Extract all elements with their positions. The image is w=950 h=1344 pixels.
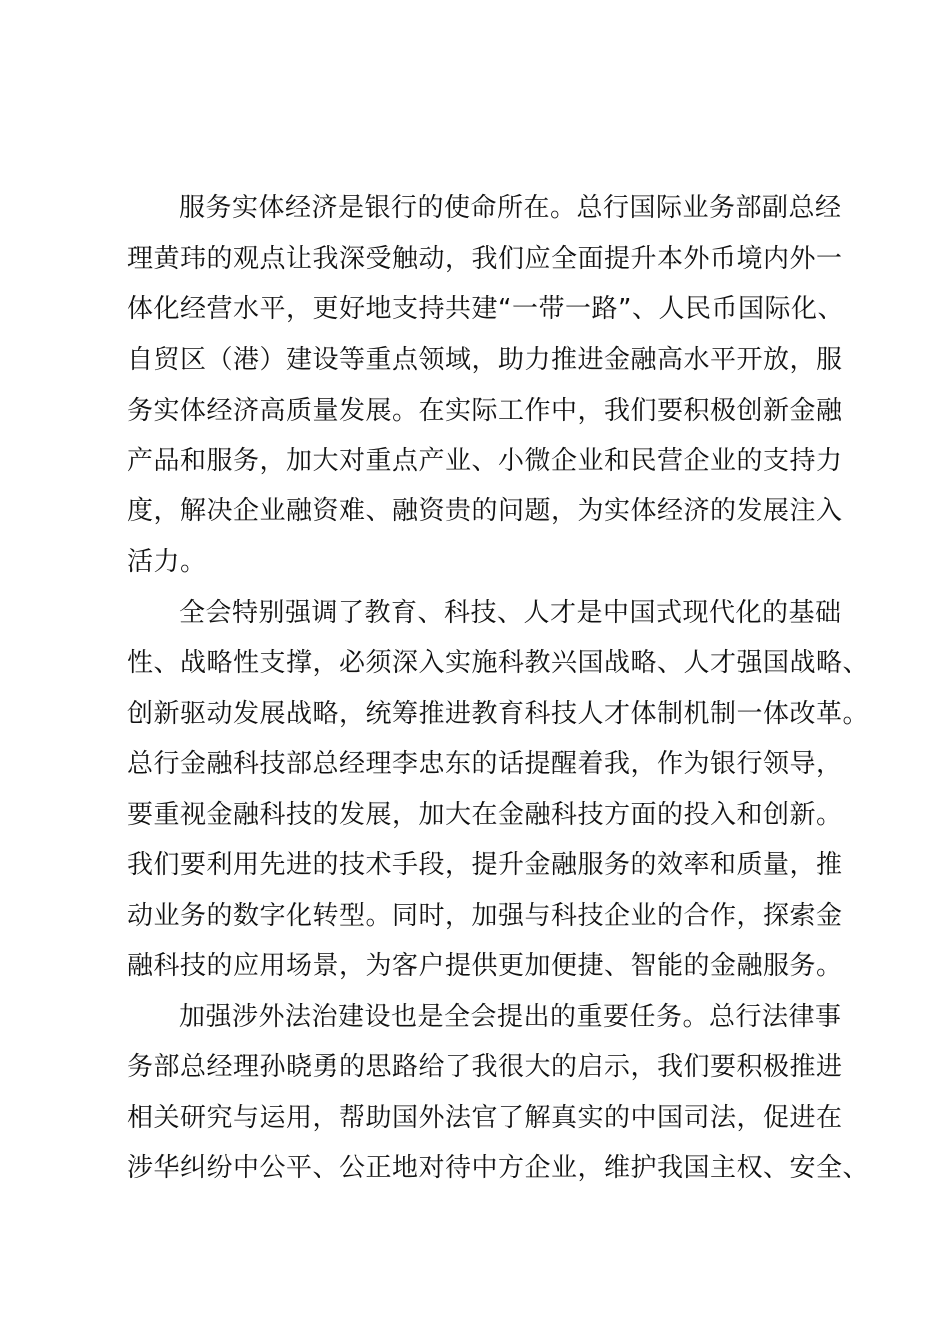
text-line: 相关研究与运用，帮助国外法官了解真实的中国司法，促进在 (127, 1103, 843, 1133)
text-line: 体化经营水平，更好地支持共建“一带一路”、人民币国际化、 (127, 294, 844, 324)
text-line: 理黄玮的观点让我深受触动，我们应全面提升本外币境内外一 (127, 244, 843, 274)
text-line: 全会特别强调了教育、科技、人才是中国式现代化的基础 (179, 598, 842, 628)
text-line: 务实体经济高质量发展。在实际工作中，我们要积极创新金融 (127, 396, 843, 426)
text-line: 融科技的应用场景，为客户提供更加便捷、智能的金融服务。 (127, 951, 843, 981)
text-line: 务部总经理孙晓勇的思路给了我很大的启示，我们要积极推进 (127, 1052, 843, 1082)
text-line: 度，解决企业融资难、融资贵的问题，为实体经济的发展注入 (127, 496, 843, 526)
text-line: 创新驱动发展战略，统筹推进教育科技人才体制机制一体改革。 (127, 699, 870, 729)
text-line: 我们要利用先进的技术手段，提升金融服务的效率和质量，推 (127, 850, 843, 880)
text-line: 动业务的数字化转型。同时，加强与科技企业的合作，探索金 (127, 901, 843, 931)
text-line: 活力。 (127, 547, 207, 577)
text-line: 产品和服务，加大对重点产业、小微企业和民营企业的支持力 (127, 446, 843, 476)
text-line: 自贸区（港）建设等重点领域，助力推进金融高水平开放，服 (127, 345, 843, 375)
text-line: 要重视金融科技的发展，加大在金融科技方面的投入和创新。 (127, 800, 843, 830)
text-line: 性、战略性支撑，必须深入实施科教兴国战略、人才强国战略、 (127, 648, 870, 678)
text-line: 涉华纠纷中公平、公正地对待中方企业，维护我国主权、安全、 (127, 1153, 870, 1183)
text-line: 总行金融科技部总经理李忠东的话提醒着我，作为银行领导， (127, 749, 843, 779)
text-line: 服务实体经济是银行的使命所在。总行国际业务部副总经 (179, 193, 842, 223)
text-line: 加强涉外法治建设也是全会提出的重要任务。总行法律事 (179, 1002, 842, 1032)
